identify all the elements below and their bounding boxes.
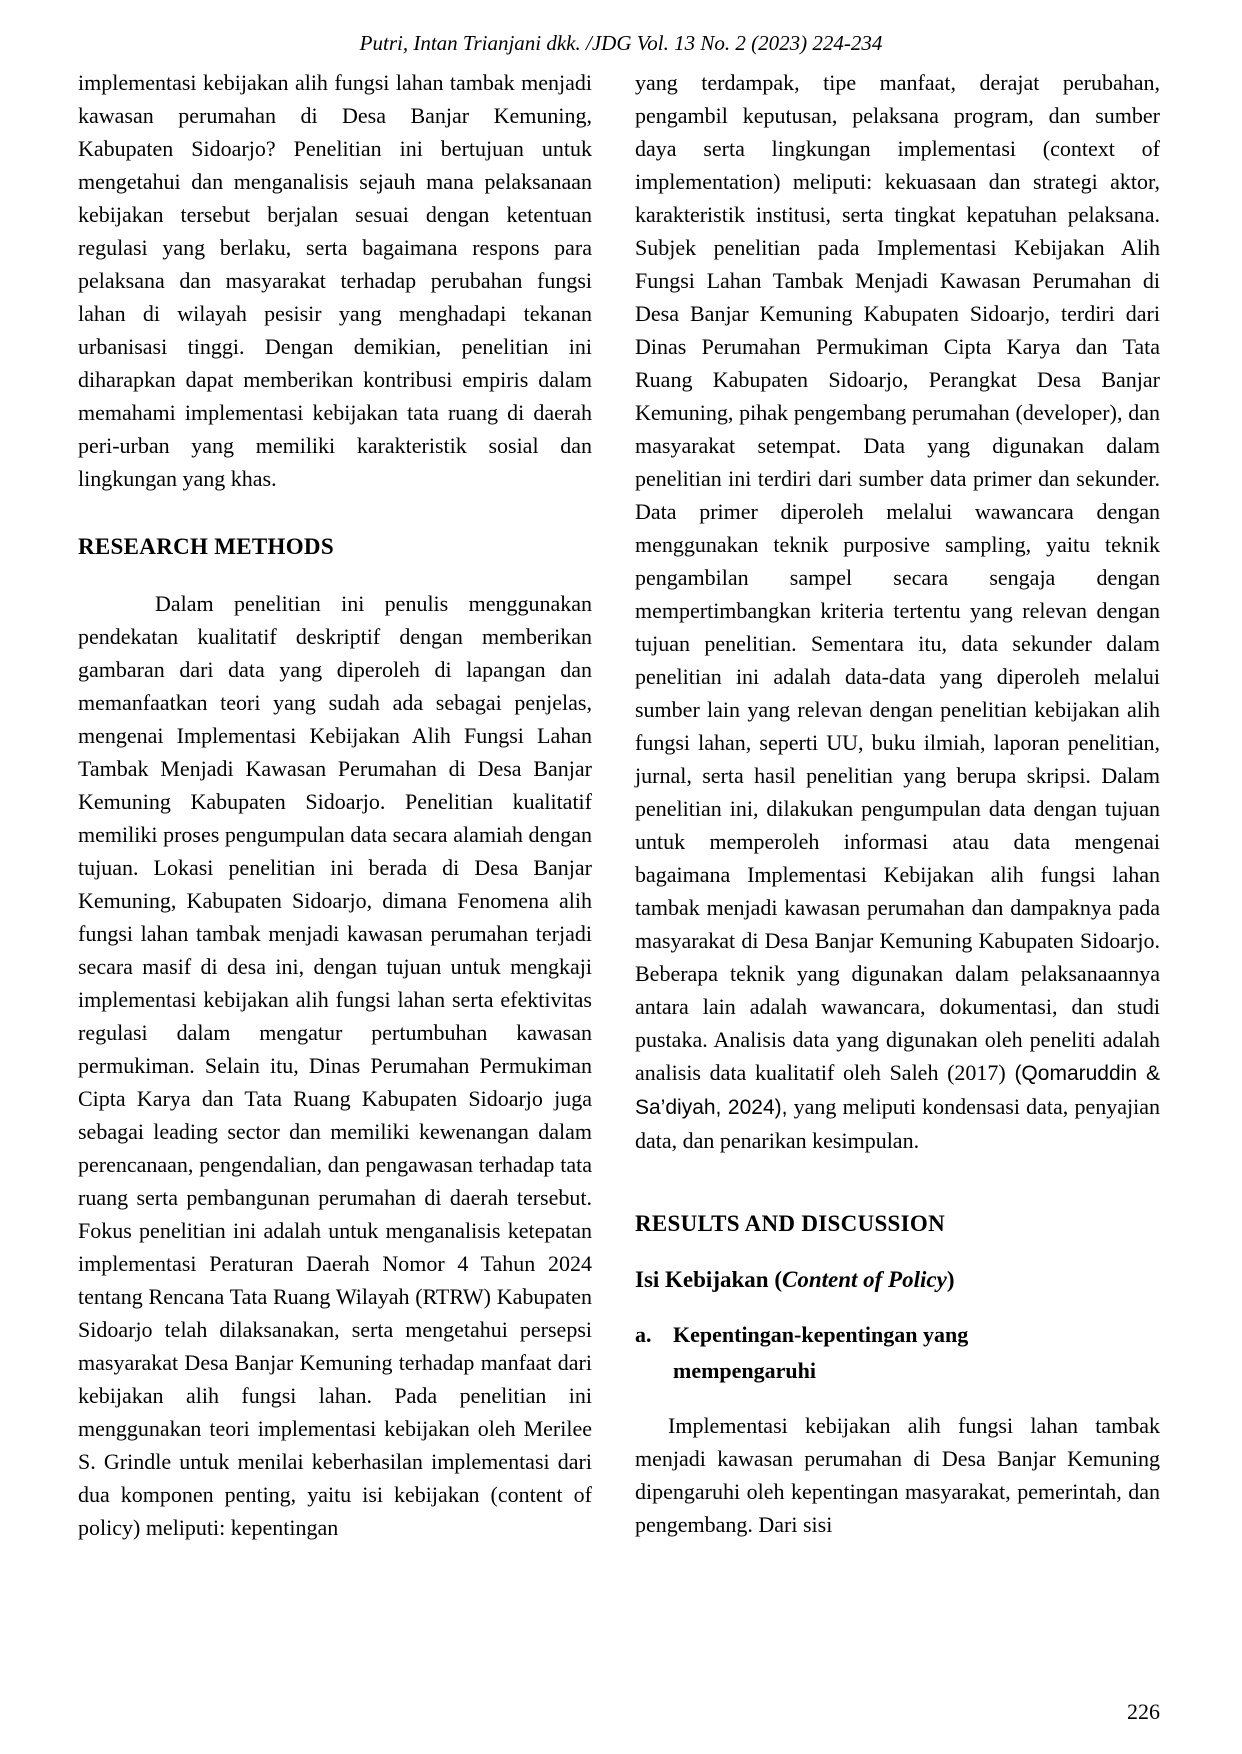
paragraph-text-before-citation: yang terdampak, tipe manfaat, derajat perubahan, pengambil keputusan, pelaksana program, dan sumber daya serta lingkungan implementasi (context of implementation) meliputi: kekuasaan dan strategi aktor, karakteristik institusi, serta tingkat kepatuhan pelaksana. Subjek penelitian pada Implementasi Kebijakan Alih Fungsi Lahan Tambak Menjadi Kawasan Perumahan di Desa Banjar Kemuning Kabupaten Sidoarjo, terdiri dari Dinas Perumahan Permukiman Cipta Karya dan Tata Ruang Kabupaten Sidoarjo, Perangkat Desa Banjar Kemuning, pihak pengembang perumahan (developer), dan masyarakat setempat. Data yang digunakan dalam penelitian ini terdiri dari sumber data primer dan sekunder. Data primer diperoleh melalui wawancara dengan menggunakan teknik purposive sampling, yaitu teknik pengambilan sampel secara sengaja dengan mempertimbangkan kriteria tertentu yang relevan dengan tujuan penelitian. Sementara itu, data sekunder dalam penelitian ini adalah data-data yang diperoleh melalui sumber lain yang relevan dengan penelitian kebijakan alih fungsi lahan, seperti UU, buku ilmiah, laporan penelitian, jurnal, serta hasil penelitian yang berupa skripsi. Dalam penelitian ini, dilakukan pengumpulan data dengan tujuan untuk memperoleh informasi atau data mengenai bagaimana Implementasi Kebijakan alih fungsi lahan tambak menjadi kawasan perumahan dan dampaknya pada masyarakat di Desa Banjar Kemuning Kabupaten Sidoarjo. Beberapa teknik yang digunakan dalam pelaksanaannya antara lain adalah wawancara, dokumentasi, dan studi pustaka. Analisis data yang digunakan oleh peneliti adalah analisis data kualitatif oleh Saleh (2017) — [635, 70, 1160, 1085]
paragraph-results: Implementasi kebijakan alih fungsi lahan tambak menjadi kawasan perumahan di Desa Banjar Kemuning dipengaruhi oleh kepentingan masyarakat, pemerintah, dan pengembang. Dari sisi — [635, 1413, 1160, 1537]
subsection-heading-isi-kebijakan — [635, 1265, 1160, 1295]
paragraph-methods-continuation — [635, 66, 1160, 1157]
paragraph-research-methods: Dalam penelitian ini penulis menggunakan pendekatan kualitatif deskriptif dengan memberikan gambaran dari data yang diperoleh di lapangan dan memanfaatkan teori yang sudah ada sebagai penjelas, mengenai Implementasi Kebijakan Alih Fungsi Lahan Tambak Menjadi Kawasan Perumahan di Desa Banjar Kemuning Kabupaten Sidoarjo. Penelitian kualitatif memiliki proses pengumpulan data secara alamiah dengan tujuan. Lokasi penelitian ini berada di Desa Banjar Kemuning, Kabupaten Sidoarjo, dimana Fenomena alih fungsi lahan tambak menjadi kawasan perumahan terjadi secara masif di desa ini, dengan tujuan untuk mengkaji implementasi kebijakan alih fungsi lahan serta efektivitas regulasi dalam mengatur pertumbuhan kawasan permukiman. Selain itu, Dinas Perumahan Permukiman Cipta Karya dan Tata Ruang Kabupaten Sidoarjo juga sebagai leading sector dan memiliki kewenangan dalam perencanaan, pengendalian, dan pengawasan terhadap tata ruang serta pembangunan perumahan di daerah tersebut. Fokus penelitian ini adalah untuk menganalisis ketepatan implementasi Peraturan Daerah Nomor 4 Tahun 2024 tentang Rencana Tata Ruang Wilayah (RTRW) Kabupaten Sidoarjo telah dilaksanakan, serta mengetahui persepsi masyarakat Desa Banjar Kemuning terhadap manfaat dari kebijakan alih fungsi lahan. Pada penelitian ini menggunakan teori implementasi kebijakan oleh Merilee S. Grindle untuk menilai keberhasilan implementasi dari dua komponen penting, yaitu isi kebijakan (content of policy) meliputi: kepentingan — [78, 591, 592, 1540]
subheading-italic-text: Content of Policy — [781, 1267, 947, 1292]
section-heading-research-methods: RESEARCH METHODS — [78, 534, 334, 559]
subheading-text-suffix: ) — [946, 1267, 955, 1292]
list-item-marker: a. — [635, 1322, 652, 1347]
running-head: Putri, Intan Trianjani dkk. /JDG Vol. 13 No. 2 (2023) 224-234 — [359, 31, 883, 55]
list-item-a — [635, 1317, 1160, 1389]
section-heading-results-and-discussion: RESULTS AND DISCUSSION — [635, 1211, 945, 1236]
paragraph-intro-continuation: implementasi kebijakan alih fungsi lahan tambak menjadi kawasan perumahan di Desa Banjar Kemuning, Kabupaten Sidoarjo? Penelitian ini bertujuan untuk mengetahui dan menganalisis sejauh mana pelaksanaan kebijakan tersebut berjalan sesuai dengan ketentuan regulasi yang berlaku, serta bagaimana respons para pelaksana dan masyarakat terhadap perubahan fungsi lahan di wilayah pesisir yang menghadapi tekanan urbanisasi tinggi. Dengan demikian, penelitian ini diharapkan dapat memberikan kontribusi empiris dalam memahami implementasi kebijakan tata ruang di daerah peri-urban yang memiliki karakteristik sosial dan lingkungan yang khas. — [78, 70, 592, 491]
right-column — [635, 66, 1160, 1544]
list-item-text: Kepentingan-kepentingan yang mempengaruhi — [673, 1322, 969, 1383]
left-column — [78, 66, 592, 1544]
page-number: 226 — [1127, 1699, 1160, 1724]
paragraph-text-after-citation: yang meliputi kondensasi data, penyajian data, dan penarikan kesimpulan. — [635, 1094, 1160, 1153]
inline-citation: (Qomaruddin & Sa’diyah, 2024), — [635, 1062, 1160, 1119]
two-column-body — [78, 66, 1160, 1544]
subheading-text-prefix: Isi Kebijakan ( — [635, 1267, 782, 1292]
